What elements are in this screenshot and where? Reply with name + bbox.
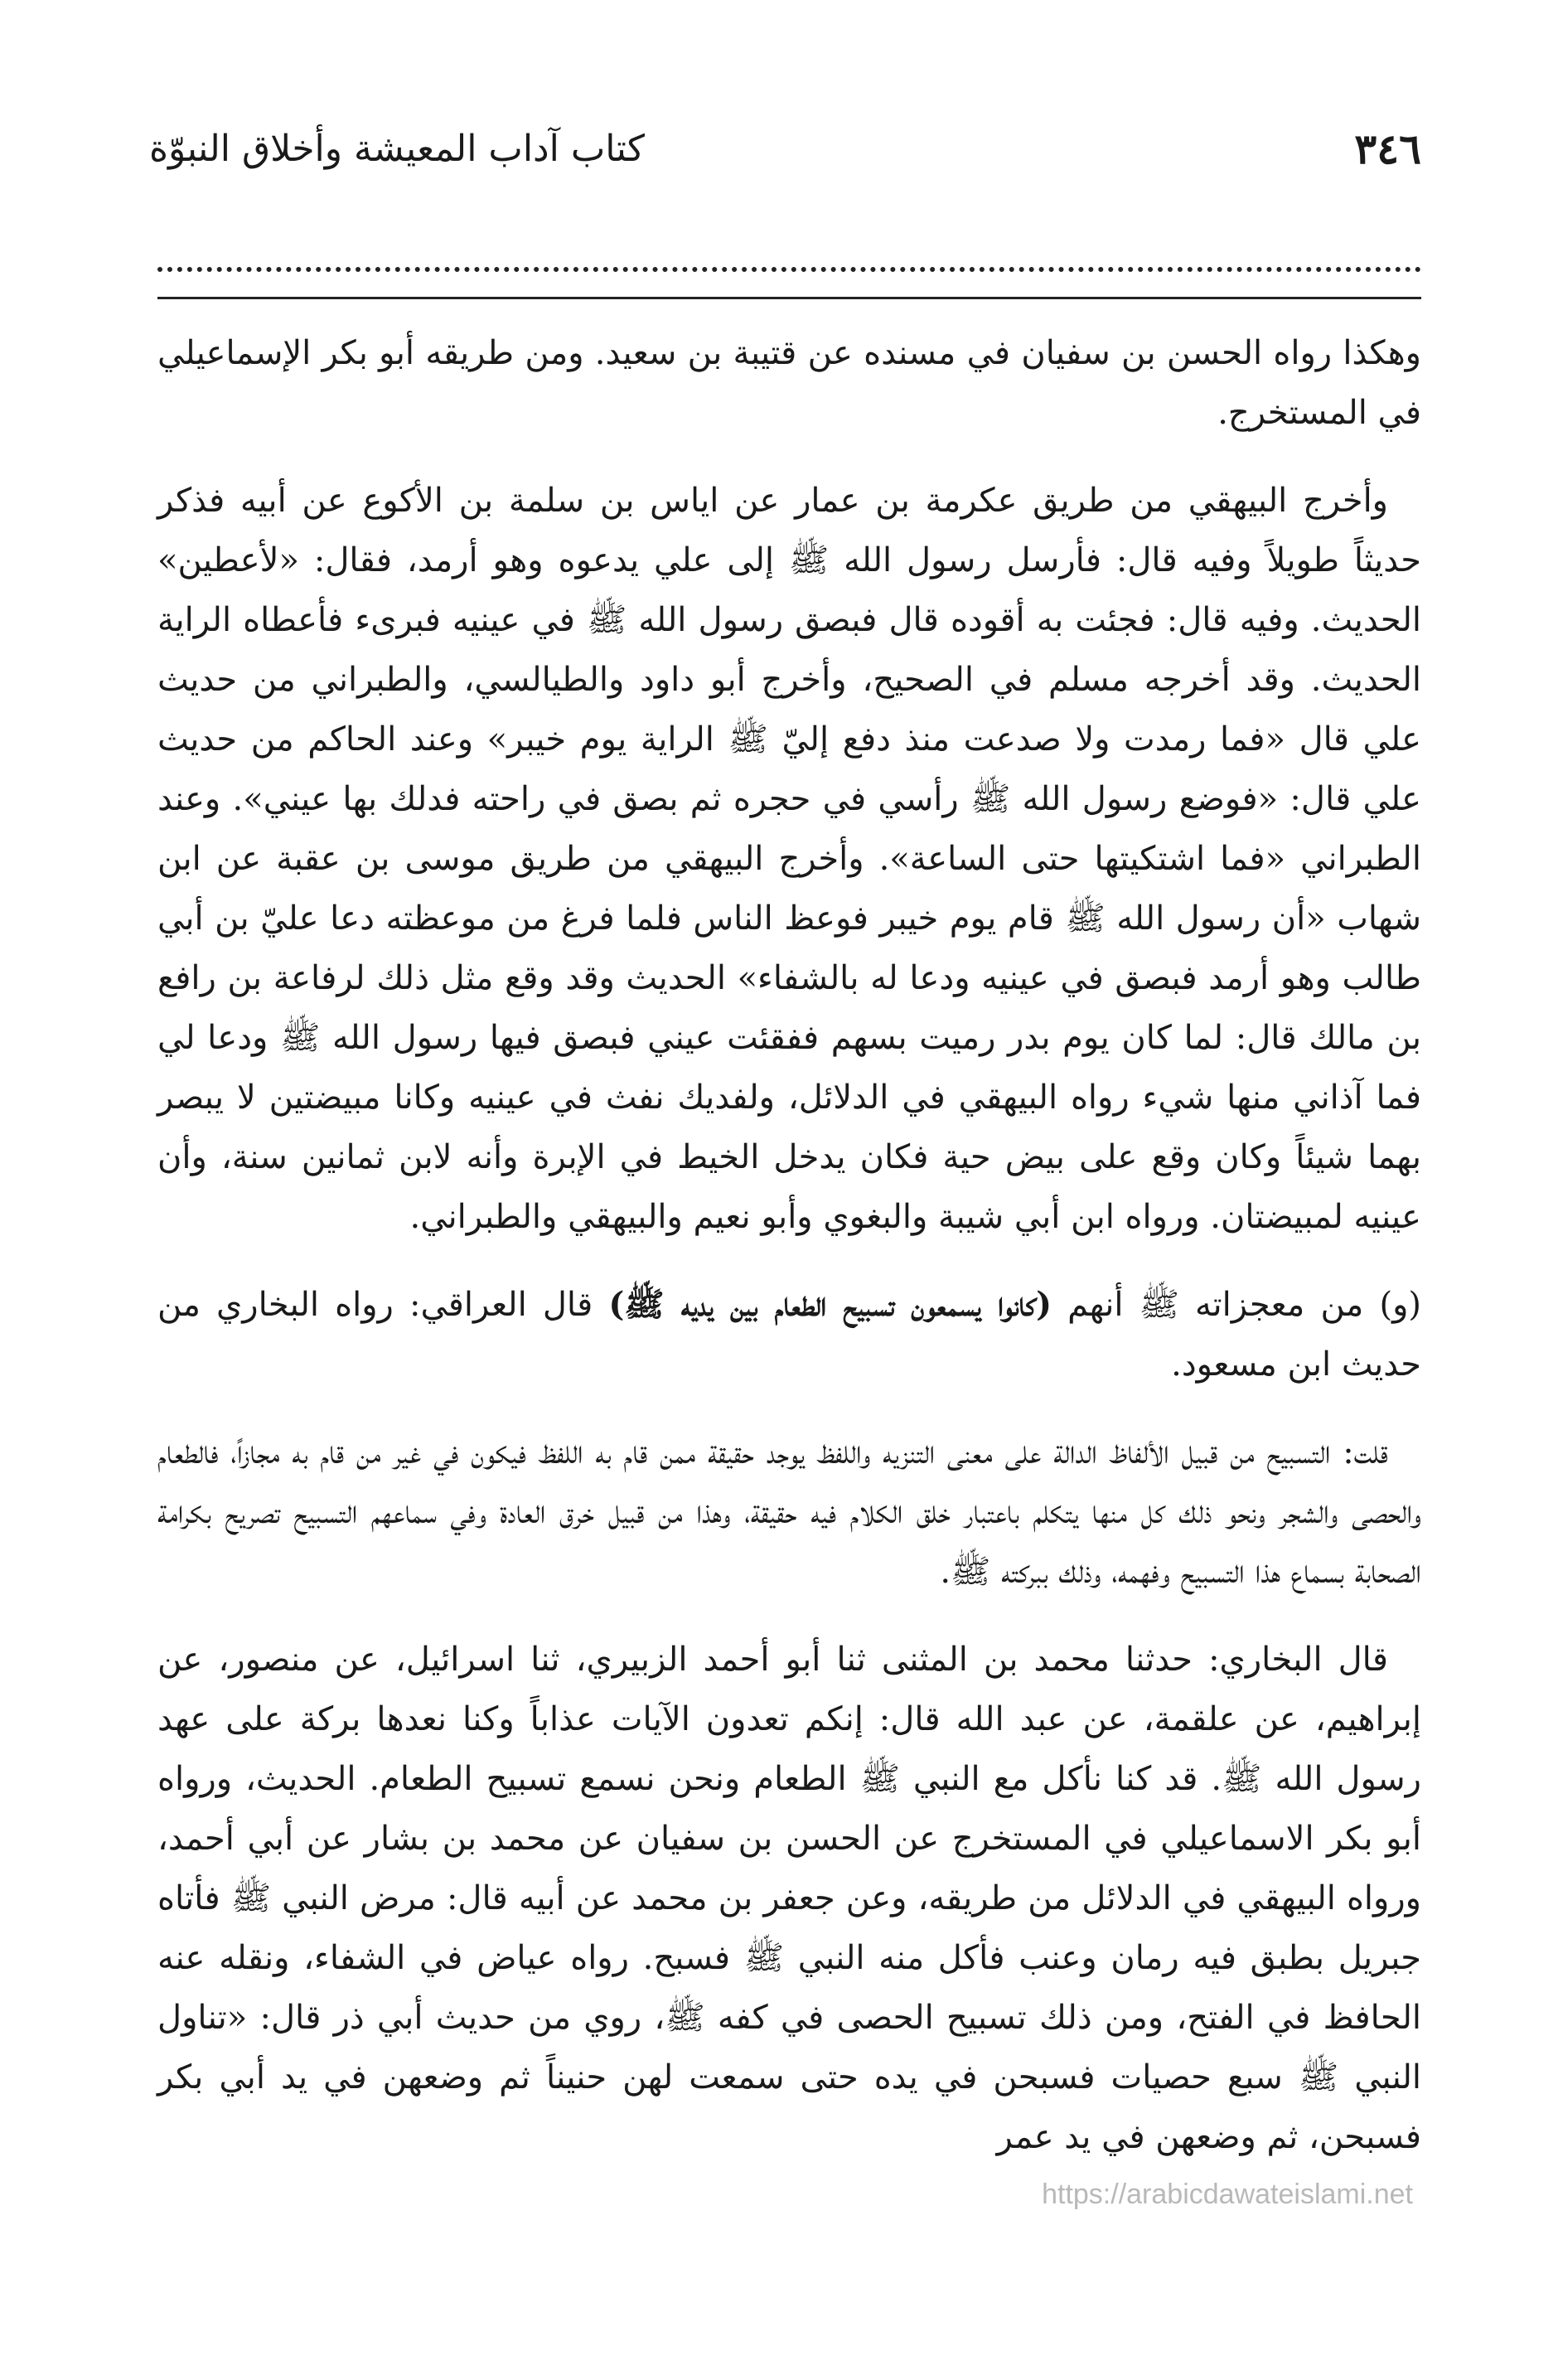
- page-body: [157, 323, 1421, 2195]
- page-header: [149, 124, 1421, 191]
- dotted-divider: [157, 267, 1421, 272]
- paragraph-4: قلت: التسبيح من قبيل الألفاظ الدالة على معنى التنزيه واللفظ يوجد حقيقة ممن قام به اللفظ فيكون في غير من قام به مجازاً، فالطعام والحصى والشجر ونحو ذلك كل منها يتكلم باعتبار خلق الكلام فيه حقيقة، وهذا من قبيل خرق العادة وفي سماعهم التسبيح تصريح بكرامة الصحابة بسماع هذا التسبيح وفهمه، وذلك ببركته ﷺ.: [157, 1433, 1421, 1591]
- paragraph-3: [157, 1275, 1421, 1394]
- paragraph-3-lead: (و) من معجزاته ﷺ أنهم: [1067, 1286, 1422, 1324]
- watermark-url: https://arabicdawateislami.net: [1042, 2179, 1413, 2210]
- running-title: كتاب آداب المعيشة وأخلاق النبوّة: [149, 128, 645, 170]
- page-number: ٣٤٦: [1354, 124, 1421, 173]
- header-rule: [157, 297, 1421, 299]
- paragraph-1: وهكذا رواه الحسن بن سفيان في مسنده عن قتيبة بن سعيد. ومن طريقه أبو بكر الإسماعيلي في المستخرج.: [157, 334, 1421, 432]
- paragraph-5: قال البخاري: حدثنا محمد بن المثنى ثنا أبو أحمد الزبيري، ثنا اسرائيل، عن منصور، عن إبراهيم، عن علقمة، عن عبد الله قال: إنكم تعدون الآيات عذاباً وكنا نعدها بركة على عهد رسول الله ﷺ. قد كنا نأكل مع النبي ﷺ الطعام ونحن نسمع تسبيح الطعام. الحديث، ورواه أبو بكر الاسماعيلي في المستخرج عن الحسن بن سفيان عن محمد بن بشار عن أبي أحمد، ورواه البيهقي في الدلائل من طريقه، وعن جعفر بن محمد عن أبيه قال: مرض النبي ﷺ فأتاه جبريل بطبق فيه رمان وعنب فأكل منه النبي ﷺ فسبح. رواه عياض في الشفاء، ونقله عنه الحافظ في الفتح، ومن ذلك تسبيح الحصى في كفه ﷺ، روي من حديث أبي ذر قال: «تناول النبي ﷺ سبع حصيات فسبحن في يده حتى سمعت لهن حنيناً ثم وضعهن في يد أبي بكر فسبحن، ثم وضعهن في يد عمر: [157, 1641, 1421, 2156]
- paragraph-3-bold-phrase: (كانوا يسمعون تسبيح الطعام بين يديه ﷺ): [608, 1285, 1052, 1324]
- paragraph-2: وأخرج البيهقي من طريق عكرمة بن عمار عن اياس بن سلمة بن الأكوع عن أبيه فذكر حديثاً طويلاً وفيه قال: فأرسل رسول الله ﷺ إلى علي يدعوه وهو أرمد، فقال: «لأعطين» الحديث. وفيه قال: فجئت به أقوده قال فبصق رسول الله ﷺ في عينيه فبرىء فأعطاه الراية الحديث. وقد أخرجه مسلم في الصحيح، وأخرج أبو داود والطيالسي، والطبراني من حديث علي قال «فما رمدت ولا صدعت منذ دفع إليّ ﷺ الراية يوم خيبر» وعند الحاكم من حديث علي قال: «فوضع رسول الله ﷺ رأسي في حجره ثم بصق في راحته فدلك بها عيني». وعند الطبراني «فما اشتكيتها حتى الساعة». وأخرج البيهقي من طريق موسى بن عقبة عن ابن شهاب «أن رسول الله ﷺ قام يوم خيبر فوعظ الناس فلما فرغ من موعظته دعا عليّ بن أبي طالب وهو أرمد فبصق في عينيه ودعا له بالشفاء» الحديث وقد وقع مثل ذلك لرفاعة بن رافع بن مالك قال: لما كان يوم بدر رميت بسهم ففقئت عيني فبصق فيها رسول الله ﷺ ودعا لي فما آذاني منها شيء رواه البيهقي في الدلائل، ولفديك نفث في عينيه وكانا مبيضتين لا يبصر بهما شيئاً وكان وقع على بيض حية فكان يدخل الخيط في الإبرة وأنه لابن ثمانين سنة، وأن عينيه لمبيضتان. ورواه ابن أبي شيبة والبغوي وأبو نعيم والبيهقي والطبراني.: [157, 482, 1421, 1236]
- paragraph-3-tail: قال العراقي: رواه البخاري من حديث ابن مسعود.: [157, 1286, 1421, 1384]
